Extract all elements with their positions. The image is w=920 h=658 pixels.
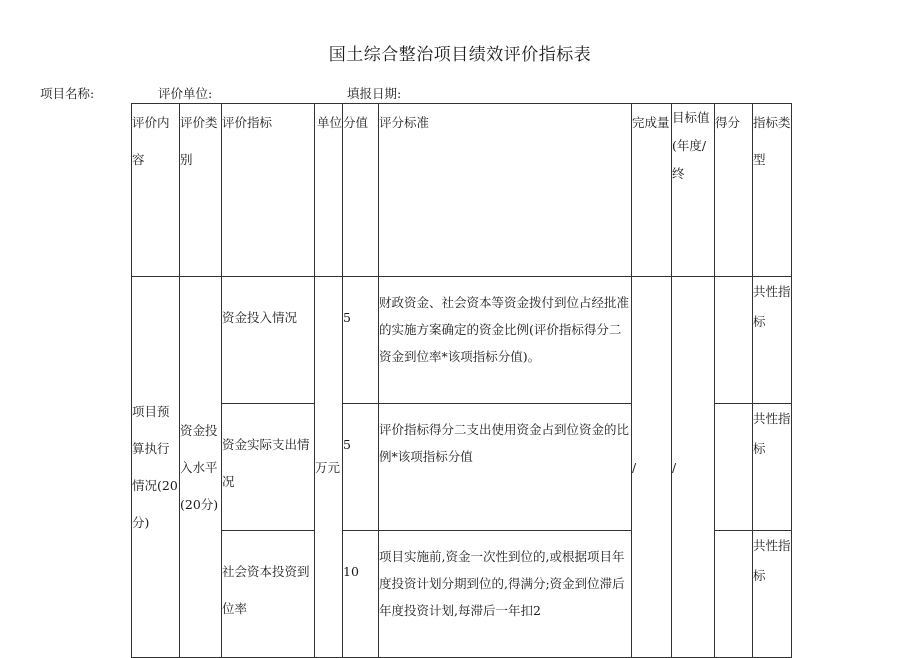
score-cell: 5 (343, 277, 379, 404)
header-indicator: 评价指标 (222, 104, 315, 277)
table-row (132, 277, 792, 404)
header-criteria: 评分标准 (379, 104, 632, 277)
type-cell: 共性指标 (753, 404, 792, 531)
evaluator-label: 评价单位: (158, 86, 213, 101)
fill-date-label: 填报日期: (347, 86, 402, 101)
header-content: 评价内容 (132, 104, 180, 277)
type-cell: 共性指标 (753, 531, 792, 658)
header-category: 评价类别 (180, 104, 222, 277)
header-score: 分值 (343, 104, 379, 277)
unit-cell: 万元 (315, 277, 343, 658)
header-target: 目标值(年度/终 (672, 104, 715, 277)
header-type: 指标类型 (753, 104, 792, 277)
got-cell (715, 277, 753, 404)
got-cell (715, 404, 753, 531)
score-cell: 5 (343, 404, 379, 531)
table-header-row (132, 104, 792, 277)
indicator-table (131, 103, 792, 658)
project-name-label: 项目名称: (40, 86, 95, 101)
header-got: 得分 (715, 104, 753, 277)
group-content-cell: 项目预算执行情况(20分) (132, 277, 180, 658)
score-cell: 10 (343, 531, 379, 658)
indicator-cell: 资金投入情况 (222, 277, 315, 404)
criteria-cell: 项目实施前,资金一次性到位的,或根据项目年度投资计划分期到位的,得满分;资金到位滞后年度投资计划,每滞后一年扣2 (379, 531, 632, 658)
target-cell: / (672, 277, 715, 658)
indicator-cell: 社会资本投资到位率 (222, 531, 315, 658)
header-completed: 完成量 (632, 104, 672, 277)
type-cell: 共性指标 (753, 277, 792, 404)
page-title: 国土综合整治项目绩效评价指标表 (328, 45, 592, 65)
completed-cell: / (632, 277, 672, 658)
group-category-cell: 资金投入水平(20分) (180, 277, 222, 658)
criteria-cell: 财政资金、社会资本等资金拨付到位占经批准的实施方案确定的资金比例(评价指标得分二资金到位率*该项指标分值)。 (379, 277, 632, 404)
indicator-cell: 资金实际支出情况 (222, 404, 315, 531)
got-cell (715, 531, 753, 658)
criteria-cell: 评价指标得分二支出使用资金占到位资金的比例*该项指标分值 (379, 404, 632, 531)
header-unit: 单位 (315, 104, 343, 277)
